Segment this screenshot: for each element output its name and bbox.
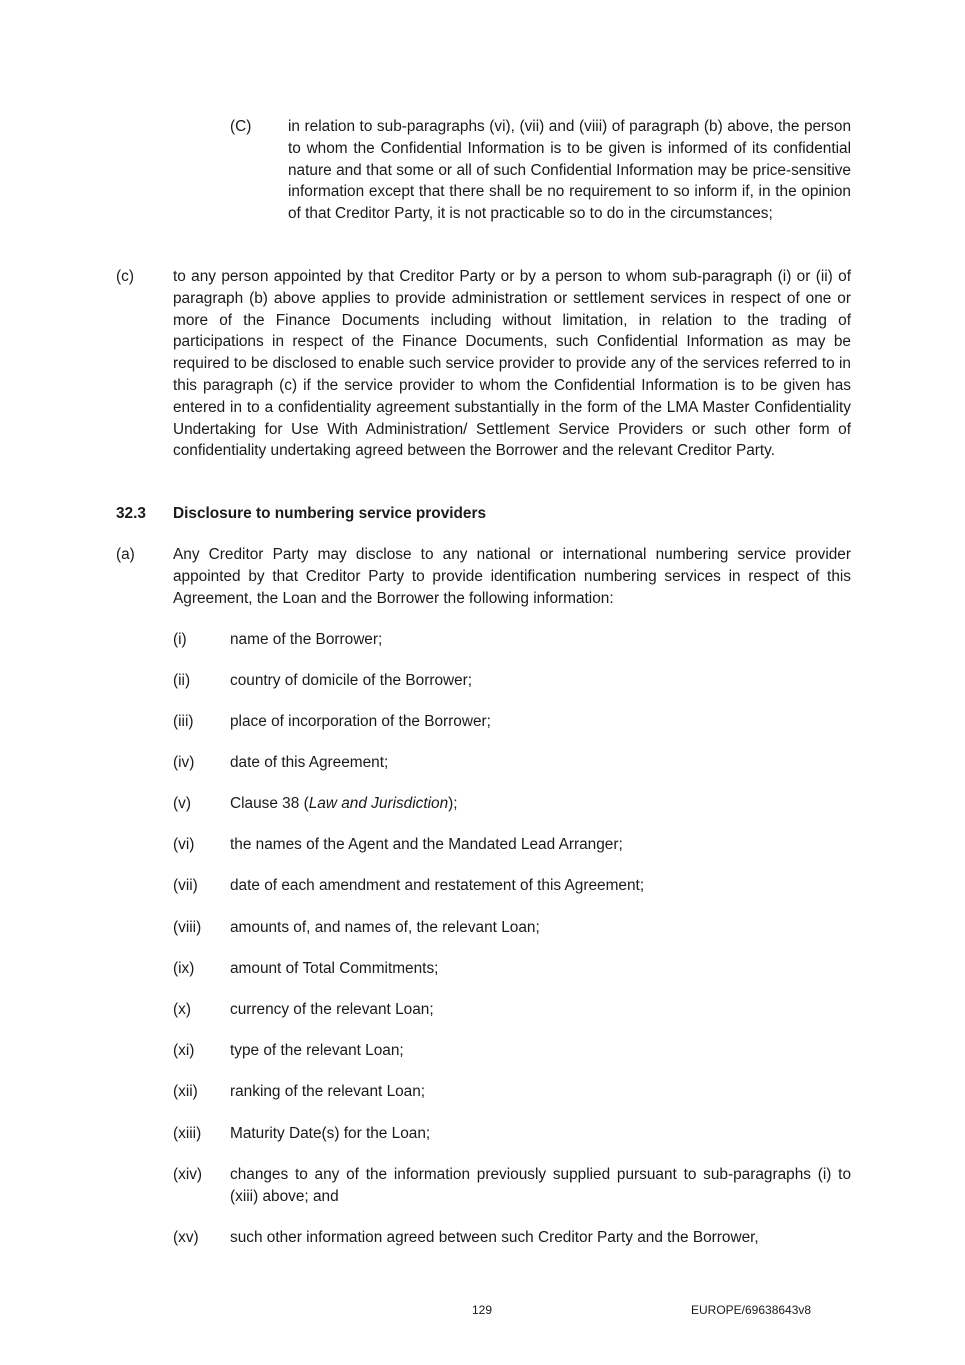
list-item-text: place of incorporation of the Borrower; (230, 713, 491, 730)
list-item-text: amount of Total Commitments; (230, 960, 439, 977)
section-title: Disclosure to numbering service providers (173, 505, 487, 522)
sub-paragraph-text: in relation to sub-paragraphs (vi), (vii) and (viii) of paragraph (b) above, the person to whom the Confidential Information is to be given is informed of its confidential nature and that some or all of such Confidential Information may be price-sensitive information except that there shall be no requirement to so inform if, in the opinion of that Creditor Party, it is not practicable so to do in the circumstances; (288, 118, 851, 223)
paragraph-label: (c) (116, 268, 134, 285)
list-item-text: country of domicile of the Borrower; (230, 672, 473, 689)
list-item-text: the names of the Agent and the Mandated Lead Arranger; (230, 836, 623, 853)
list-item-text: date of each amendment and restatement of this Agreement; (230, 877, 645, 894)
list-item-text: amounts of, and names of, the relevant Loan; (230, 919, 540, 936)
list-item-text: type of the relevant Loan; (230, 1042, 404, 1059)
list-item-label: (i) (173, 631, 187, 648)
clause-title-italic: Law and Jurisdiction (308, 795, 449, 812)
clause-reference-closing: ); (448, 795, 458, 812)
list-item-text: name of the Borrower; (230, 631, 383, 648)
list-item-text: Maturity Date(s) for the Loan; (230, 1125, 431, 1142)
clause-reference-text: Clause 38 ( (230, 795, 309, 812)
list-item-text: such other information agreed between such Creditor Party and the Borrower, (230, 1229, 759, 1246)
list-item-label: (vi) (173, 836, 195, 853)
list-item-label: (ix) (173, 960, 195, 977)
list-item-label: (vii) (173, 877, 198, 894)
list-item-label: (xiv) (173, 1166, 203, 1183)
list-item-label: (iv) (173, 754, 195, 771)
page-number: 129 (472, 1303, 493, 1317)
list-item-label: (v) (173, 795, 191, 812)
list-item-label: (x) (173, 1001, 191, 1018)
list-item-text (230, 793, 851, 815)
section-number: 32.3 (116, 505, 146, 522)
list-item-label: (xii) (173, 1083, 198, 1100)
list-item-text: currency of the relevant Loan; (230, 1001, 434, 1018)
list-item-label: (viii) (173, 919, 202, 936)
paragraph-text: to any person appointed by that Creditor Party or by a person to whom sub-paragraph (i) or (ii) of paragraph (b) above applies to provide administration or settlement services in respect of one or more of the Finance Documents including without limitation, in relation to the trading of participations in respect of the Finance Documents, such Confidential Information as may be required to be disclosed to enable such service provider to provide any of the services referred to in this paragraph (c) if the service provider to whom the Confidential Information is to be given has entered in to a confidentiality agreement substantially in the form of the LMA Master Confidentiality Undertaking for Use With Administration/ Settlement Service Providers or such other form of confidentiality undertaking agreed between the Borrower and the relevant Creditor Party. (173, 268, 851, 460)
sub-paragraph-label: (C) (230, 118, 252, 135)
paragraph-text: Any Creditor Party may disclose to any national or international numbering service provider appointed by that Creditor Party to provide identification numbering services in respect of this Agreement, the Loan and the Borrower the following information: (173, 546, 851, 607)
list-item-label: (iii) (173, 713, 194, 730)
list-item-text: date of this Agreement; (230, 754, 389, 771)
list-item-label: (xiii) (173, 1125, 202, 1142)
list-item-label: (ii) (173, 672, 191, 689)
list-item-label: (xv) (173, 1229, 199, 1246)
document-reference: EUROPE/69638643v8 (691, 1303, 812, 1317)
paragraph-label: (a) (116, 546, 135, 563)
list-item-text: ranking of the relevant Loan; (230, 1083, 426, 1100)
list-item-label: (xi) (173, 1042, 195, 1059)
list-item-text: changes to any of the information previously supplied pursuant to sub-paragraphs (i) to (xiii) above; and (230, 1166, 851, 1205)
